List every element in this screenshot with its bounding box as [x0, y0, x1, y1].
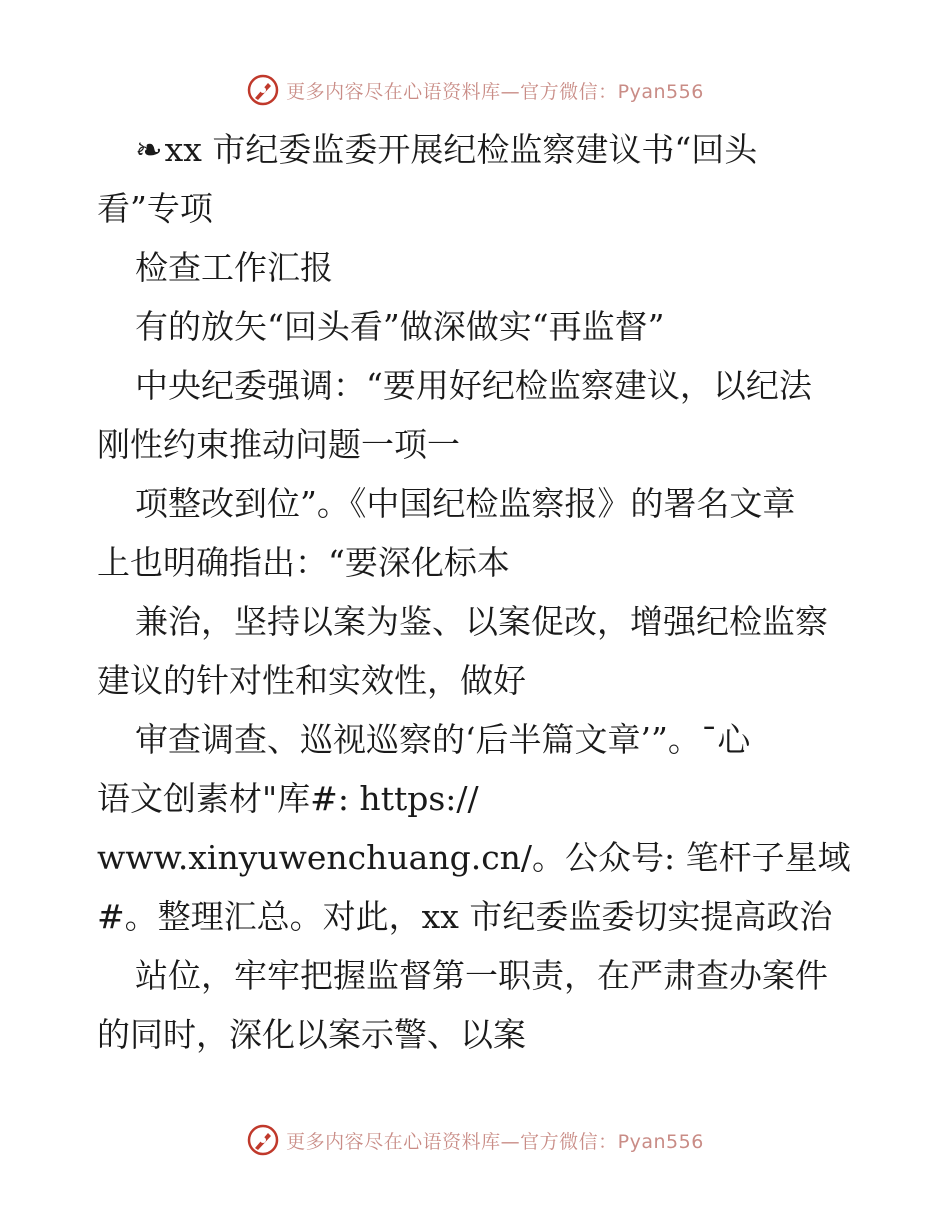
body-line — [97, 1005, 857, 1064]
body-line — [97, 533, 857, 592]
body-line — [97, 297, 857, 356]
body-line — [97, 710, 857, 769]
body-line-text: 审查调查、巡视巡察的‘后半篇文章’”。¯心 — [135, 720, 751, 759]
body-line-text: 项整改到位”。《中国纪检监察报》的署名文章 — [135, 484, 796, 523]
body-line-text: 有的放矢“回头看”做深做实“再监督” — [135, 307, 665, 346]
footer-banner — [0, 1120, 950, 1160]
body-line — [97, 769, 857, 828]
body-line — [97, 887, 857, 946]
document-body — [97, 120, 857, 1064]
header-text: 更多内容尽在心语资料库—官方微信：Pyan556 — [286, 80, 704, 103]
footer-text: 更多内容尽在心语资料库—官方微信：Pyan556 — [286, 1130, 704, 1153]
pen-seal-icon — [246, 1123, 280, 1157]
body-line — [97, 120, 857, 179]
body-line-text: 语文创素材"库#: https:// — [97, 779, 479, 818]
body-line-text: xx 市纪委监委开展纪检监察建议书“回头 — [164, 130, 758, 169]
body-line — [97, 592, 857, 651]
body-line-text: 站位，牢牢把握监督第一职责，在严肃查办案件 — [135, 956, 828, 995]
body-line — [97, 238, 857, 297]
ornament-icon: ❧ — [135, 130, 163, 169]
body-line-text: 上也明确指出：“要深化标本 — [97, 543, 510, 582]
body-line — [97, 474, 857, 533]
header-banner — [0, 70, 950, 110]
body-line — [97, 415, 857, 474]
body-line — [97, 828, 857, 887]
body-line-text: 看”专项 — [97, 189, 213, 228]
body-line-text: www.xinyuwenchuang.cn/。公众号: 笔杆子星域 — [97, 838, 851, 877]
pen-seal-icon — [246, 73, 280, 107]
body-line — [97, 651, 857, 710]
body-line-text: 兼治，坚持以案为鉴、以案促改，增强纪检监察 — [135, 602, 828, 641]
body-line-text: #。整理汇总。对此，xx 市纪委监委切实提高政治 — [97, 897, 833, 936]
body-line-text: 的同时，深化以案示警、以案 — [97, 1015, 526, 1054]
body-line — [97, 179, 857, 238]
body-line — [97, 356, 857, 415]
body-line-text: 刚性约束推动问题一项一 — [97, 425, 460, 464]
body-line-text: 检查工作汇报 — [135, 248, 333, 287]
body-line — [97, 946, 857, 1005]
body-line-text: 建议的针对性和实效性，做好 — [97, 661, 526, 700]
body-line-text: 中央纪委强调：“要用好纪检监察建议，以纪法 — [135, 366, 812, 405]
